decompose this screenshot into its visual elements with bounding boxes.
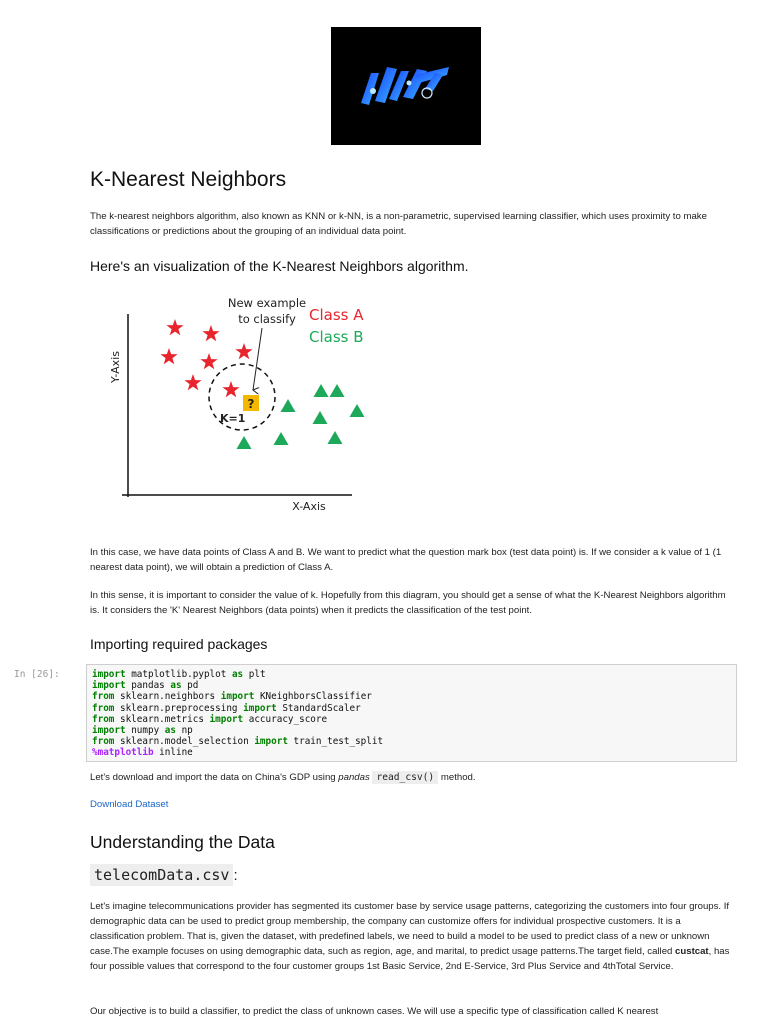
explanation-paragraph-2: In this sense, it is important to consider the value of k. Hopefully from this diagram, you should get a sense of what the K-Nearest Neighbors algorithm is. It considers the 'K' Nearest Neighbors (data points) when it predicts the classification of the test point.: [90, 590, 726, 616]
code-keyword: import: [92, 669, 126, 680]
triangle-icon: [274, 432, 289, 445]
download-link-paragraph: [90, 797, 730, 812]
code-cell[interactable]: [86, 664, 737, 762]
code-keyword: import: [254, 736, 288, 748]
code-line: [92, 725, 731, 736]
code-block: [92, 669, 731, 759]
code-text: pd: [181, 680, 199, 692]
code-keyword: import: [209, 713, 244, 725]
code-text: KNeighborsClassifier: [254, 691, 372, 703]
page-title: K-Nearest Neighbors: [90, 168, 287, 191]
code-keyword: import: [92, 680, 126, 692]
annotation-arrow: [253, 328, 262, 390]
code-line: [92, 669, 731, 680]
code-keyword: from: [92, 691, 115, 703]
download-text-after: method.: [438, 772, 476, 783]
star-icon: [160, 348, 177, 364]
star-icon: [235, 343, 252, 359]
code-text: accuracy_score: [243, 713, 328, 725]
download-paragraph: [90, 770, 730, 785]
triangle-icon: [330, 384, 345, 397]
code-keyword: as: [231, 669, 244, 680]
triangle-icon: [237, 436, 252, 449]
code-text: train_test_split: [287, 736, 384, 748]
annotation-line-1: New example: [227, 296, 307, 310]
logo-image: [331, 27, 481, 145]
filename-heading: [90, 866, 238, 884]
code-line: [92, 691, 731, 702]
star-icon: [184, 374, 201, 390]
download-text-before: Let's download and import the data on China's GDP using: [90, 772, 339, 783]
imports-heading: Importing required packages: [90, 636, 268, 652]
class-b-points: [237, 384, 365, 449]
read-csv-code: read_csv(): [372, 771, 438, 784]
understanding-p1-after: , has four possible values that correspond to the four customer groups 1st Basic Service, 2nd E-Service, 3rd Plus Service and 4thTotal Service.: [90, 946, 730, 972]
code-keyword: from: [92, 736, 115, 748]
legend-class-a: Class A: [309, 306, 364, 324]
pandas-word: pandas: [338, 772, 370, 783]
code-text: numpy: [125, 725, 165, 737]
code-line: [92, 736, 731, 747]
star-icon: [202, 325, 219, 341]
knn-diagram: [90, 290, 390, 515]
triangle-icon: [350, 404, 365, 417]
x-axis-label: X-Axis: [292, 500, 326, 513]
code-text: StandardScaler: [276, 702, 361, 714]
star-icon: [200, 353, 217, 369]
code-text: np: [175, 725, 193, 737]
code-line: [92, 747, 731, 758]
triangle-icon: [281, 399, 296, 412]
code-keyword: import: [220, 691, 255, 703]
code-text: inline: [153, 747, 193, 759]
code-text: sklearn.model_selection: [114, 736, 255, 748]
filename-code: telecomData.csv: [90, 864, 233, 886]
cell-prompt: In [26]:: [14, 669, 60, 680]
filename-colon: :: [233, 867, 238, 884]
triangle-icon: [328, 431, 343, 444]
code-keyword: import: [243, 702, 277, 714]
custcat-bold: custcat: [675, 946, 709, 957]
code-keyword: from: [92, 702, 115, 714]
code-text: matplotlib.pyplot: [125, 669, 232, 680]
code-text: pandas: [125, 680, 171, 692]
code-keyword: %matplotlib: [92, 747, 154, 759]
code-keyword: as: [164, 725, 176, 737]
intro-paragraph: The k-nearest neighbors algorithm, also known as KNN or k-NN, is a non-parametric, supervised learning classifier, which uses proximity to make classifications or predictions about the grouping of an individual data point.: [90, 211, 707, 237]
query-mark: ?: [247, 397, 255, 411]
download-dataset-link[interactable]: Download Dataset: [90, 799, 169, 810]
annotation-line-2: to classify: [238, 312, 296, 326]
understanding-heading: Understanding the Data: [90, 832, 275, 852]
code-text: plt: [243, 669, 266, 680]
k-label: K=1: [220, 412, 246, 425]
triangle-icon: [314, 384, 329, 397]
code-line: [92, 714, 731, 725]
explanation-paragraph-1: In this case, we have data points of Class A and B. We want to predict what the question mark box (test data point) is. If we consider a k value of 1 (1 nearest data point), we will obtain a prediction of Class A.: [90, 547, 722, 573]
visualization-heading: Here's an visualization of the K-Nearest Neighbors algorithm.: [90, 258, 469, 274]
understanding-p1-before: Let's imagine telecommunications provider has segmented its customer base by service usage patterns, categorizing the customers into four groups. If demographic data can be used to predict group membership, the company can customize offers for individual prospective customers. It is a classification problem. That is, given the dataset, with predefined labels, we need to build a model to be used to predict class of a new or unknown case.The example focuses on using demographic data, such as region, age, and marital, to predict usage patterns.The target field, called: [90, 901, 730, 957]
code-keyword: import: [92, 725, 126, 737]
star-icon: [222, 381, 239, 397]
code-keyword: as: [170, 680, 182, 692]
star-icon: [166, 319, 183, 335]
triangle-icon: [313, 411, 328, 424]
code-line: [92, 703, 731, 714]
class-a-points: [160, 319, 252, 397]
code-keyword: from: [92, 713, 115, 725]
understanding-paragraph-2: Our objective is to build a classifier, to predict the class of unknown cases. We will use a specific type of classification called K nearest: [90, 1006, 659, 1017]
code-text: sklearn.preprocessing: [114, 702, 244, 714]
code-text: sklearn.metrics: [114, 713, 210, 725]
code-text: sklearn.neighbors: [114, 691, 221, 703]
legend-class-b: Class B: [309, 328, 364, 346]
code-line: [92, 680, 731, 691]
understanding-paragraph-1: [90, 899, 730, 974]
y-axis-label: Y-Axis: [109, 351, 122, 383]
